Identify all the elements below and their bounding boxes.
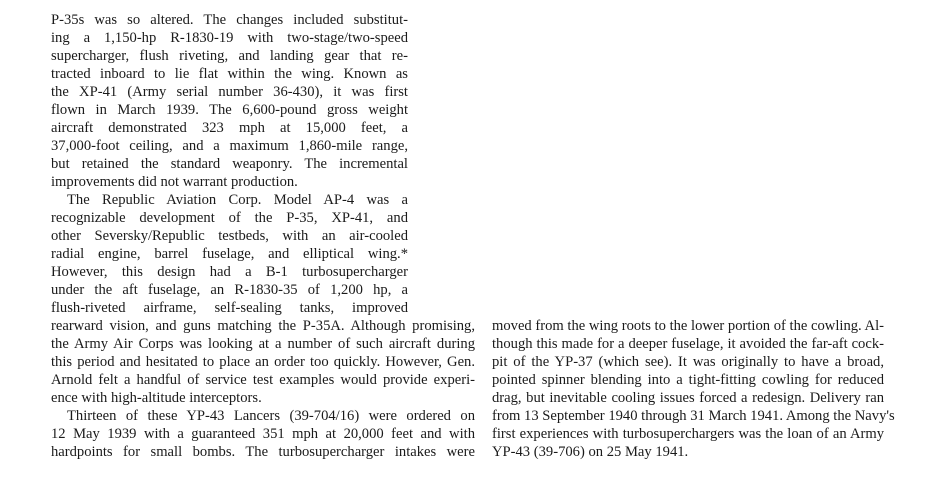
- text-line: the XP-41 (Army serial number 36-430), it was first: [51, 84, 408, 100]
- text-line: though this made for a deeper fuselage, it avoided the far-aft cock-: [492, 336, 884, 352]
- text-line: YP-43 (39-706) on 25 May 1941.: [492, 444, 689, 460]
- text-line: hardpoints for small bombs. The turbosupercharger intakes were: [51, 444, 475, 460]
- left-column: [51, 11, 475, 461]
- text-line: improvements did not warrant production.: [51, 174, 298, 190]
- text-line: the Army Air Corps was looking at a number of such aircraft during: [51, 336, 475, 352]
- text-line: tracted inboard to lie flat within the wing. Known as: [51, 66, 408, 82]
- text-line: aircraft demonstrated 323 mph at 15,000 feet, a: [51, 120, 408, 136]
- text-line: However, this design had a B-1 turbosupercharger: [51, 264, 408, 280]
- text-line: other Seversky/Republic testbeds, with an air-cooled: [51, 228, 408, 244]
- text-line: 37,000-foot ceiling, and a maximum 1,860-mile range,: [51, 138, 408, 154]
- text-line: ing a 1,150-hp R-1830-19 with two-stage/two-speed: [51, 30, 408, 46]
- text-line: ence with high-altitude interceptors.: [51, 390, 262, 406]
- text-line: this period and hesitated to place an order too quickly. However, Gen.: [51, 354, 475, 370]
- text-line: radial engine, barrel fuselage, and elliptical wing.*: [51, 246, 408, 262]
- text-line: P-35s was so altered. The changes included substitut-: [51, 12, 408, 28]
- text-line: drag, but inevitable cooling issues forced a redesign. Delivery ran: [492, 390, 884, 406]
- right-column: [492, 317, 895, 461]
- text-line: supercharger, flush riveting, and landing gear that re-: [51, 48, 408, 64]
- text-line: under the aft fuselage, an R-1830-35 of 1,200 hp, a: [51, 282, 408, 298]
- text-line: pointed spinner blending into a tight-fitting cowling for reduced: [492, 372, 884, 388]
- text-line: recognizable development of the P-35, XP-41, and: [51, 210, 408, 226]
- text-line: but retained the standard weaponry. The incremental: [51, 156, 408, 172]
- text-line: flown in March 1939. The 6,600-pound gross weight: [51, 102, 408, 118]
- paragraph-start-line: The Republic Aviation Corp. Model AP-4 was a: [67, 192, 408, 208]
- text-line: rearward vision, and guns matching the P-35A. Although promising,: [51, 318, 475, 334]
- text-line: flush-riveted airframe, self-sealing tanks, improved: [51, 300, 408, 316]
- text-line: Arnold felt a handful of service test examples would provide experi-: [51, 372, 475, 388]
- paragraph-start-line: Thirteen of these YP-43 Lancers (39-704/16) were ordered on: [67, 408, 475, 424]
- text-line: from 13 September 1940 through 31 March 1941. Among the Navy's: [492, 408, 895, 424]
- text-line: moved from the wing roots to the lower portion of the cowling. Al-: [492, 318, 884, 334]
- text-line: first experiences with turbosuperchargers was the loan of an Army: [492, 426, 884, 442]
- text-line: pit of the YP-37 (which see). It was originally to have a broad,: [492, 354, 884, 370]
- text-line: 12 May 1939 with a guaranteed 351 mph at 20,000 feet and with: [51, 426, 475, 442]
